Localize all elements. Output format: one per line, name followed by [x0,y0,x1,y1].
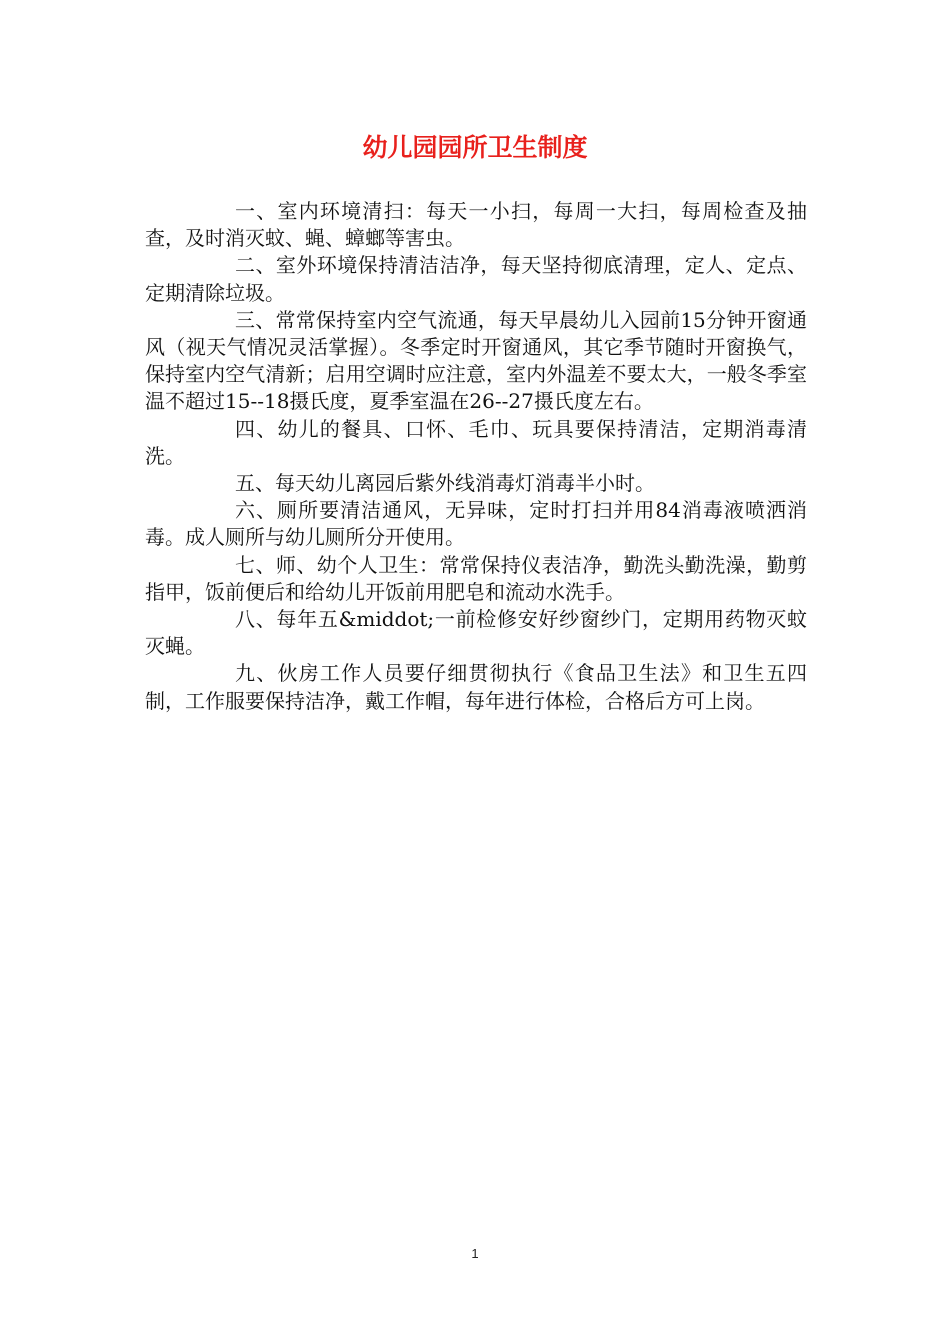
paragraph-ventilation: 三、常常保持室内空气流通，每天早晨幼儿入园前15分钟开窗通风（视天气情况灵活掌握）。冬季定时开窗通风，其它季节随时开窗换气，保持室内空气清新；启用空调时应注意，室内外温差不要太大，一般冬季室温不超过15--18摄氏度，夏季室温在26--27摄氏度左右。 [145,307,807,414]
paragraph-toilets: 六、厕所要清洁通风，无异味，定时打扫并用84消毒液喷洒消毒。成人厕所与幼儿厕所分开使用。 [145,498,807,550]
paragraph-uv-disinfection: 五、每天幼儿离园后紫外线消毒灯消毒半小时。 [235,471,655,496]
paragraph-screens: 八、每年五&middot;一前检修安好纱窗纱门，定期用药物灭蚊灭蝇。 [145,607,807,659]
paragraph-indoor-cleaning: 一、室内环境清扫：每天一小扫，每周一大扫，每周检查及抽查，及时消灭蚊、蝇、蟑螂等害虫。 [145,199,807,251]
paragraph-tableware: 四、幼儿的餐具、口怀、毛巾、玩具要保持清洁，定期消毒清洗。 [145,416,807,468]
paragraph-kitchen-staff: 九、伙房工作人员要仔细贯彻执行《食品卫生法》和卫生五四制，工作服要保持洁净，戴工作帽，每年进行体检，合格后方可上岗。 [145,661,807,713]
document-title: 幼儿园园所卫生制度 [362,133,588,162]
paragraph-personal-hygiene: 七、师、幼个人卫生：常常保持仪表洁净，勤洗头勤洗澡，勤剪指甲，饭前便后和给幼儿开饭前用肥皂和流动水洗手。 [145,552,807,604]
paragraph-outdoor-cleaning: 二、室外环境保持清洁洁净，每天坚持彻底清理，定人、定点、定期清除垃圾。 [145,253,807,305]
page-number: 1 [471,1246,479,1261]
document-body [145,198,807,715]
